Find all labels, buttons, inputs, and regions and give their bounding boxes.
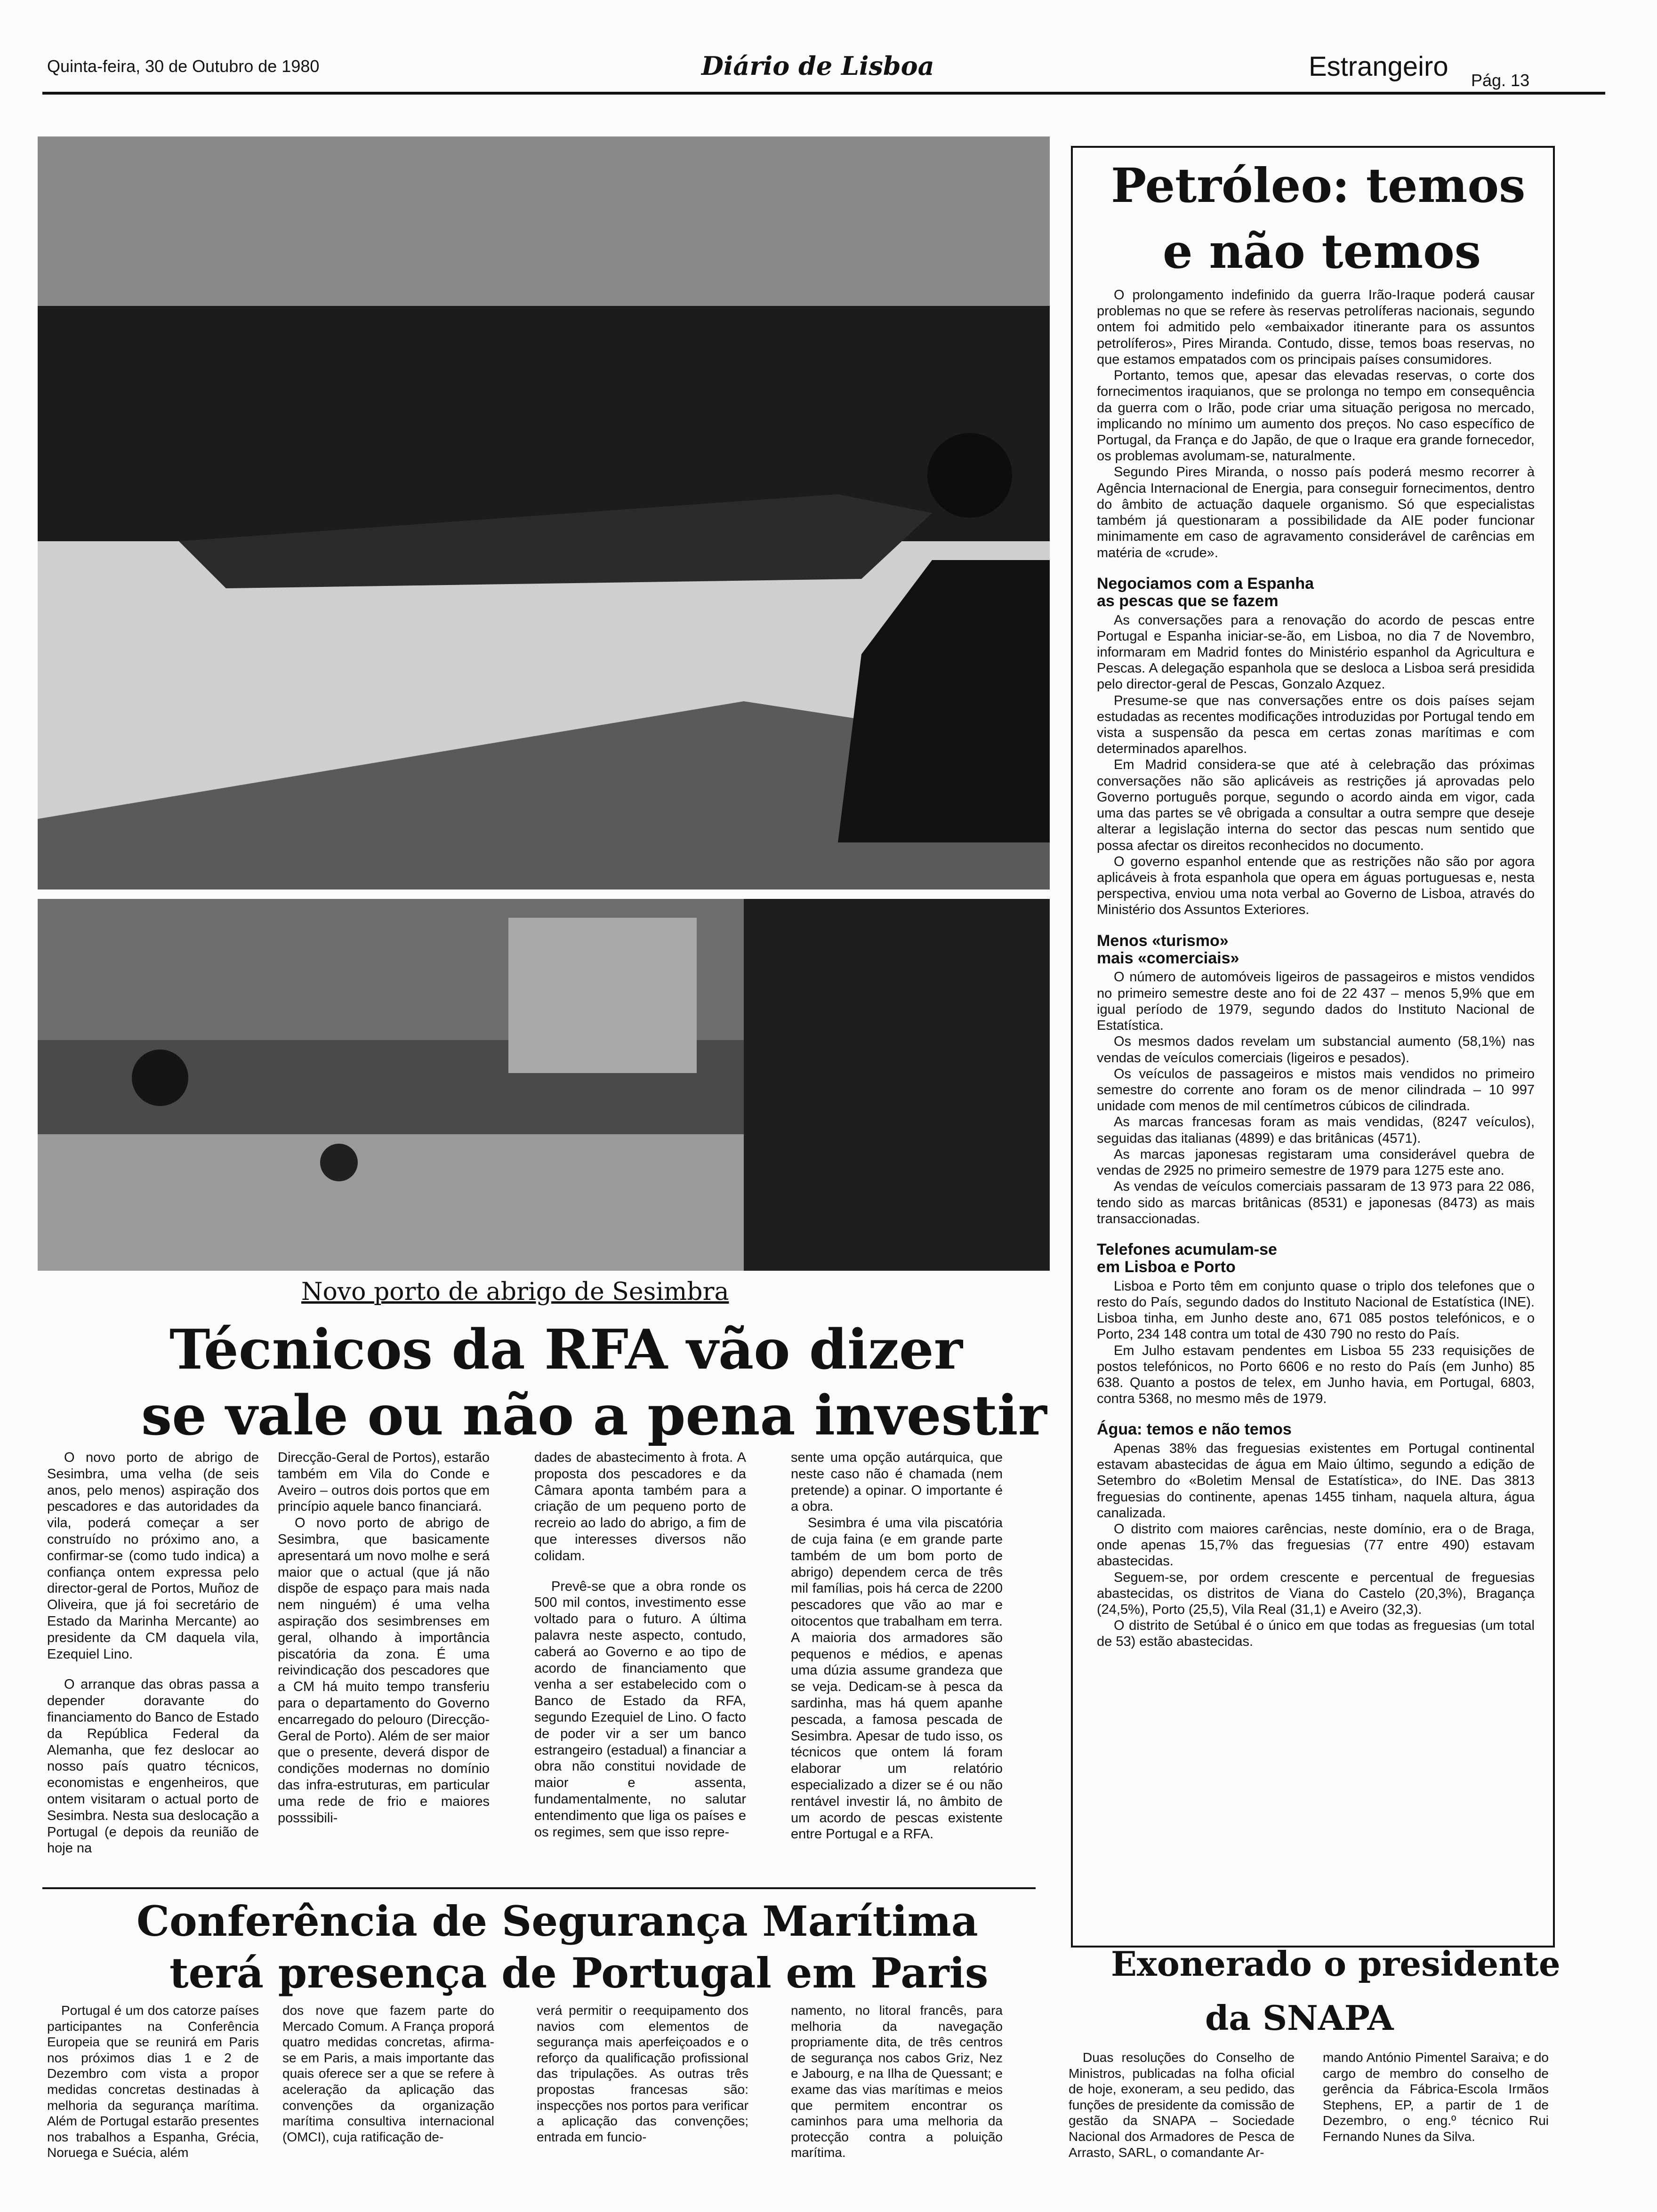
snapa-headline-line2: da SNAPA: [1205, 1998, 1394, 2038]
paragraph: O prolongamento indefinido da guerra Irão-Iraque poderá causar problemas no que se refere às reservas petrolíferas nacionais, segundo ontem foi admitido pelo «embaixador itinerante para os assuntos petrolíferos», Pires Miranda. Contudo, disse, temos boas reservas, no que estamos empatados com os principais países consumidores.: [1097, 288, 1535, 367]
main-kicker: Novo porto de abrigo de Sesimbra: [301, 1278, 729, 1306]
header-rule: [42, 92, 1605, 95]
paragraph: O arranque das obras passa a depender doravante do financiamento do Banco de Estado da República Federal da Alemanha, que fez deslocar ao nosso país quatro técnicos, economistas e engenheiros, que ontem visitaram o actual porto de Sesimbra. Nesta sua deslocação a Portugal (e depois da reunião de hoje na: [47, 1677, 259, 1856]
conference-column-4: namento, no litoral francês, para melhoria da navegação propriamente dita, de três centros de segurança nos cabos Griz, Nez e Jabourg, e na Ilha de Quessant; e exame das vias marítimas e meios que permitem encontrar os caminhos para uma melhoria da protecção contra a poluição marítima.: [791, 2003, 1003, 2160]
main-column-1: [47, 1450, 259, 1857]
main-column-2: [278, 1450, 490, 1826]
paragraph: Os mesmos dados revelam um substancial aumento (58,1%) nas vendas de veículos comerciais (ligeiros e pesados).: [1097, 1034, 1535, 1066]
conference-headline-line1: Conferência de Segurança Marítima: [137, 1897, 978, 1946]
issue-date: Quinta-feira, 30 de Outubro de 1980: [47, 56, 320, 76]
subhead-line: Telefones acumulam-se: [1097, 1240, 1277, 1258]
paragraph: dades de abastecimento à frota. A proposta dos pescadores e da Câmara aponta também para a criação de um pequeno porto de recreio ao lado do abrigo, a fim de que interesses diversos não colidam.: [534, 1450, 746, 1563]
paragraph: O número de automóveis ligeiros de passageiros e mistos vendidos no primeiro semestre deste ano foi de 22 437 – menos 5,9% que em igual período de 1979, segundo dados do Instituto Nacional de Estatística.: [1097, 970, 1535, 1034]
village-photo: [38, 899, 1050, 1271]
main-story-rule: [42, 1887, 1036, 1889]
harbor-photo: [38, 136, 1050, 890]
main-headline-line1: Técnicos da RFA vão dizer: [169, 1318, 963, 1382]
paragraph: Segundo Pires Miranda, o nosso país poderá mesmo recorrer à Agência Internacional de Energia, para conseguir fornecimentos, dentro do âmbito de actuação daquele organismo. Só que especialistas também já questionaram a possibilidade da AIE poder funcionar minimamente em caso de agravamento considerável de carências em matéria de «crude».: [1097, 465, 1535, 561]
subhead-line: Menos «turismo»: [1097, 931, 1229, 950]
paragraph: sente uma opção autárquica, que neste caso não é chamada (nem pretende) a opinar. O importante é a obra.: [791, 1450, 1003, 1515]
paragraph: Os veículos de passageiros e mistos mais vendidos no primeiro semestre do corrente ano foram os de menor cilindrada – 10 997 unidade com menos de mil centímetros cúbicos de cilindrada.: [1097, 1066, 1535, 1114]
main-headline-line2: se vale ou não a pena investir: [141, 1384, 1047, 1448]
snapa-headline-line1: Exonerado o presidente: [1111, 1944, 1560, 1984]
conference-headline-line2: terá presença de Portugal em Paris: [169, 1948, 989, 1997]
subhead-line: Negociamos com a Espanha: [1097, 574, 1314, 593]
paragraph: Portanto, temos que, apesar das elevadas reservas, o corte dos fornecimentos iraquianos, que se prolonga no tempo em consequência da guerra com o Irão, pode criar uma situação perigosa no mercado, implicando no mínimo um aumento dos preços. No caso específico de Portugal, da França e do Japão, de que o Iraque era grande fornecedor, os problemas avolumam-se, naturalmente.: [1097, 368, 1535, 464]
paragraph: Lisboa e Porto têm em conjunto quase o triplo dos telefones que o resto do País, segundo dados do Instituto Nacional de Estatística (INE). Lisboa tinha, em Junho deste ano, 671 085 postos telefónicos, e o Porto, 234 148 contra um total de 430 790 no resto do País.: [1097, 1278, 1535, 1342]
main-column-4: [791, 1450, 1003, 1843]
subhead-cars: [1097, 932, 1535, 968]
paragraph: Presume-se que nas conversações entre os dois países sejam estudadas as recentes modificações introduzidas por Portugal tendo em vista a suspensão da pesca em certas zonas marítimas e com determinados aparelhos.: [1097, 693, 1535, 757]
sidebar-text: [1097, 287, 1535, 1650]
paragraph: O distrito com maiores carências, neste domínio, era o de Braga, onde apenas 15,7% das freguesias (77 entre 490) estavam abastecidas.: [1097, 1521, 1535, 1569]
subhead-water: [1097, 1421, 1535, 1438]
conference-column-1: Portugal é um dos catorze países participantes na Conferência Europeia que se reunirá em Paris nos próximos dias 1 e 2 de Dezembro com vista a propor medidas concretas destinadas à melhoria da segurança marítima. Além de Portugal estarão presentes nos trabalhos a Espanha, Grécia, Noruega e Suécia, além: [47, 2003, 259, 2160]
subhead-spain-fisheries: [1097, 575, 1535, 610]
section-name: Estrangeiro: [1309, 51, 1448, 82]
paragraph: Direcção-Geral de Portos), estarão também em Vila do Conde e Aveiro – outros dois portos que em princípio aquele banco financiará.: [278, 1450, 490, 1515]
paragraph: Prevê-se que a obra ronde os 500 mil contos, investimento esse voltado para o futuro. A última palavra neste aspecto, contudo, caberá ao Governo e ao tipo de acordo de financiamento que venha a ser estabelecido com o Banco de Estado da RFA, segundo Ezequiel de Lino. O facto de poder vir a ser um banco estrangeiro (estadual) a financiar a obra não constitui novidade de maior e assenta, fundamentalmente, no salutar entendimento que liga os países e os regimes, sem que isso repre-: [534, 1579, 746, 1840]
subhead-line: em Lisboa e Porto: [1097, 1258, 1236, 1276]
snapa-column-2: mando António Pimentel Saraiva; e do cargo de membro do conselho de gerência da Fábrica-Escola Irmãos Stephens, EP, a partir de 1 de Dezembro, o eng.º técnico Rui Fernando Nunes da Silva.: [1323, 2050, 1549, 2144]
conference-column-2: dos nove que fazem parte do Mercado Comum. A França proporá quatro medidas concretas, afirma-se em Paris, a mais importante das quais oferece ser a que se refere à aceleração da aplicação das convenções da organização marítima consultiva internacional (OMCI), cuja ratificação de-: [282, 2003, 494, 2144]
paragraph: Em Julho estavam pendentes em Lisboa 55 233 requisições de postos telefónicos, no Porto 6606 e no resto do País (em Junho) 85 638. Quanto a postos de telex, em Junho havia, em Portugal, 6803, contra 5368, no mesmo mês de 1979.: [1097, 1343, 1535, 1407]
snapa-column-1: Duas resoluções do Conselho de Ministros, publicadas na folha oficial de hoje, exoneram, a seu pedido, das funções de presidente da comissão de gestão da SNAPA – Sociedade Nacional dos Armadores de Pesca de Arrasto, SARL, o comandante Ar-: [1069, 2050, 1295, 2160]
paragraph: As vendas de veículos comerciais passaram de 13 973 para 22 086, tendo sido as marcas britânicas (8531) e japonesas (8473) as mais transaccionadas.: [1097, 1179, 1535, 1226]
masthead: Diário de Lisboa: [701, 51, 934, 81]
conference-column-3: verá permitir o reequipamento dos navios com elementos de segurança mais aperfeiçoados e o reforço da qualificação profissional das tripulações. As outras três propostas francesas são: inspecções nos portos para verificar a aplicação das convenções; entrada em funcio-: [537, 2003, 748, 2144]
paragraph: Seguem-se, por ordem crescente e percentual de freguesias abastecidas, os distritos de Viana do Castelo (20,3%), Bragança (24,5%), Porto (25,5), Vila Real (31,1) e Aveiro (32,3).: [1097, 1570, 1535, 1618]
paragraph: O governo espanhol entende que as restrições não são por agora aplicáveis à frota espanhola que opera em águas portuguesas e, nesta perspectiva, enviou uma nota verbal ao Governo de Lisboa, através do Ministério dos Assuntos Exteriores.: [1097, 854, 1535, 918]
paragraph: O distrito de Setúbal é o único em que todas as freguesias (um total de 53) estão abastecidas.: [1097, 1618, 1535, 1650]
paragraph: Apenas 38% das freguesias existentes em Portugal continental estavam abastecidas de água em Maio último, segundo a edição de Setembro do «Boletim Mensal de Estatística», do INE. Das 3813 freguesias do continente, apenas 1455 tinham, naquela altura, água canalizada.: [1097, 1441, 1535, 1521]
sidebar-headline-line1: Petróleo: temos: [1111, 158, 1526, 213]
main-column-3: [534, 1450, 746, 1840]
paragraph: As marcas francesas foram as mais vendidas, (8247 veículos), seguidas das italianas (4899) e das britânicas (4571).: [1097, 1114, 1535, 1146]
paragraph: O novo porto de abrigo de Sesimbra, que basicamente apresentará um novo molhe e será maior que o actual (que já não dispõe de espaço para mais nada nem ninguém) é uma velha aspiração dos sesimbrenses em geral, olhando à importância piscatória da zona. É uma reivindicação dos pescadores que a CM há muito tempo transferiu para o departamento do Governo encarregado do pelouro (Direcção-Geral de Porto). Além de ser maior que o presente, deverá dispor de condições modernas no domínio das infra-estruturas, em particular uma rede de frio e maiores posssibili-: [278, 1515, 490, 1826]
paragraph: O novo porto de abrigo de Sesimbra, uma velha (de seis anos, pelo menos) aspiração dos pescadores e das autoridades da vila, poderá começar a ser construído no próximo ano, a confirmar-se (como tudo indica) a confiança ontem expressa pelo director-geral de Portos, Muñoz de Oliveira, que já foi secretário de Estado da Marinha Mercante) ao presidente da CM daquela vila, Ezequiel Lino.: [47, 1450, 259, 1662]
paragraph: Sesimbra é uma vila piscatória de cuja faina (e em grande parte também de um bom porto de abrigo) dependem cerca de três mil famílias, pois há cerca de 2200 pescadores que vão ao mar e oitocentos que trabalham em terra. A maioria dos armadores são pequenos e médios, e apenas uma dúzia assume grandeza que se veja. Dedicam-se à pesca da sardinha, mas há quem apanhe pescada, a famosa pescada de Sesimbra. Apesar de tudo isso, os técnicos que ontem lá foram elaborar um relatório especializado a dizer se é ou não rentável investir lá, no âmbito de um acordo de pescas existente entre Portugal e a RFA.: [791, 1515, 1003, 1842]
subhead-line: mais «comerciais»: [1097, 949, 1239, 968]
page-number: Pág. 13: [1471, 71, 1530, 90]
subhead-line: Água: temos e não temos: [1097, 1420, 1292, 1439]
subhead-line: as pescas que se fazem: [1097, 592, 1279, 610]
paragraph: As marcas japonesas registaram uma considerável quebra de vendas de 2925 no primeiro semestre de 1979 para 1275 este ano.: [1097, 1146, 1535, 1178]
paragraph: As conversações para a renovação do acordo de pescas entre Portugal e Espanha iniciar-se-ão, em Lisboa, no dia 7 de Novembro, informaram em Madrid fontes do Ministério espanhol da Agricultura e Pescas. A delegação espanhola que se desloca a Lisboa será presidida pelo director-geral de Pescas, Gonzalo Azquez.: [1097, 612, 1535, 692]
sidebar-headline-line2: e não temos: [1163, 224, 1481, 279]
paragraph: Em Madrid considera-se que até à celebração das próximas conversações não são aplicáveis as restrições já aprovadas pelo Governo português porque, segundo o acordo ainda em vigor, cada uma das partes se vê obrigada a consultar a outra sempre que deseje alterar a legislação interna do sector das pescas num sentido que possa afectar os direitos reconhecidos no documento.: [1097, 757, 1535, 853]
subhead-telephones: [1097, 1241, 1535, 1276]
